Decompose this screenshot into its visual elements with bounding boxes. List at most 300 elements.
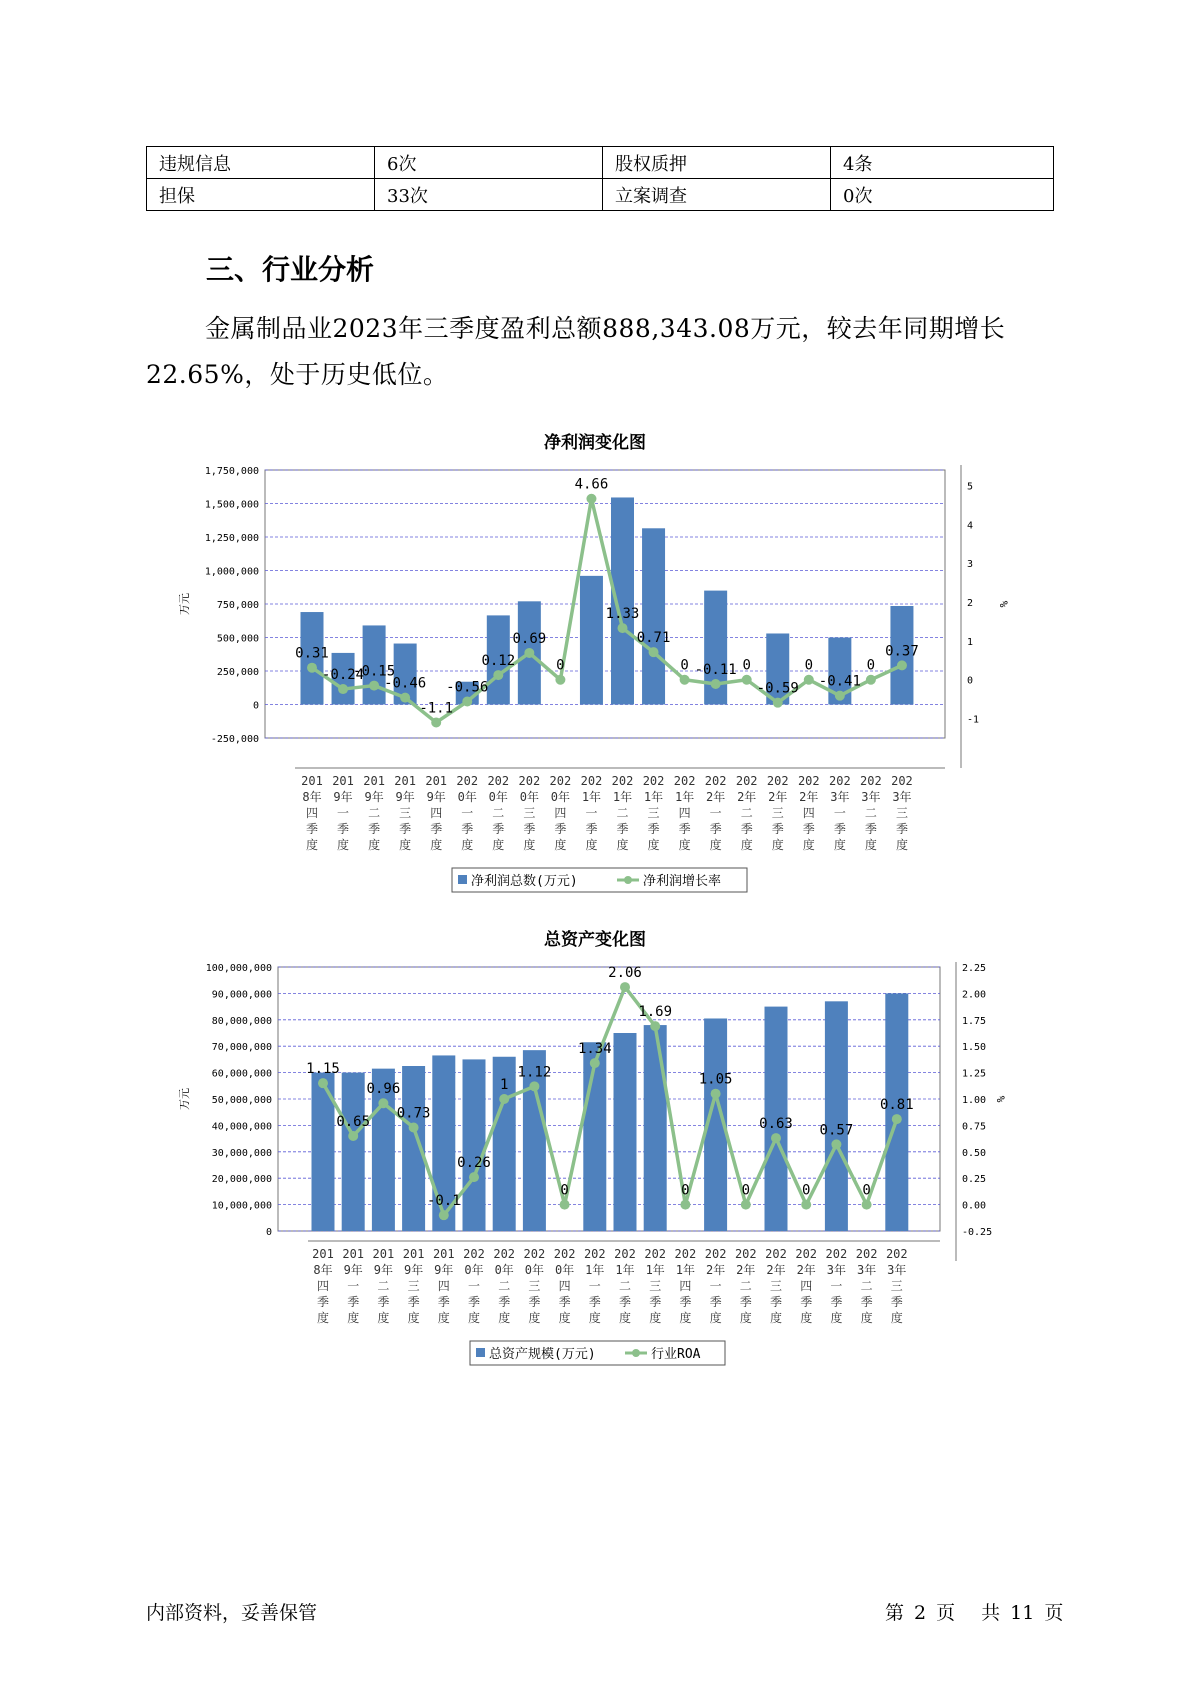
data-label: 0 bbox=[742, 657, 751, 674]
legend-label-line: 行业ROA bbox=[651, 1347, 701, 1362]
x-tick-label: 季 bbox=[347, 1295, 360, 1309]
x-tick-label: 四 bbox=[802, 806, 815, 820]
page-unit: 页 bbox=[936, 1602, 956, 1624]
x-tick-label: 四 bbox=[679, 1279, 692, 1293]
data-label: 0 bbox=[681, 1182, 690, 1199]
x-tick-label: 一 bbox=[709, 1279, 722, 1293]
y-tick-label: 750,000 bbox=[216, 600, 259, 611]
x-tick-label: 0年 bbox=[494, 1263, 514, 1277]
x-tick-label: 季 bbox=[830, 1295, 843, 1309]
x-tick-label: 201 bbox=[432, 1247, 455, 1261]
x-tick-label: 四 bbox=[800, 1279, 813, 1293]
x-tick-label: 202 bbox=[766, 774, 789, 788]
x-tick-label: 202 bbox=[795, 1247, 818, 1261]
x-tick-label: 202 bbox=[673, 774, 696, 788]
line-point bbox=[711, 1089, 721, 1099]
x-tick-label: 三 bbox=[771, 806, 784, 820]
line-point bbox=[650, 1021, 660, 1031]
x-tick-label: 季 bbox=[399, 822, 412, 836]
x-tick-label: 202 bbox=[518, 774, 541, 788]
x-tick-label: 三 bbox=[647, 806, 660, 820]
x-tick-label: 2年 bbox=[799, 790, 819, 804]
x-tick-label: 度 bbox=[430, 838, 443, 852]
table-row bbox=[147, 179, 1054, 211]
x-tick-label: 二 bbox=[860, 1279, 873, 1293]
x-tick-label: 9年 bbox=[434, 1263, 454, 1277]
data-label: 0.31 bbox=[295, 645, 329, 662]
line-point bbox=[338, 684, 348, 694]
table-cell: 33次 bbox=[375, 179, 603, 211]
line-point bbox=[771, 1133, 781, 1143]
x-tick-label: 度 bbox=[771, 838, 784, 852]
x-tick-label: 三 bbox=[895, 806, 908, 820]
x-tick-label: 度 bbox=[769, 1311, 783, 1325]
x-tick-label: 季 bbox=[305, 822, 319, 836]
data-label: 1.34 bbox=[577, 1041, 612, 1058]
table-cell: 担保 bbox=[147, 179, 375, 211]
x-tick-label: 季 bbox=[558, 1295, 571, 1309]
line-point bbox=[649, 647, 659, 657]
x-tick-label: 202 bbox=[704, 1247, 727, 1261]
x-tick-label: 202 bbox=[549, 774, 572, 788]
x-tick-label: 度 bbox=[649, 1311, 662, 1325]
line-point bbox=[524, 648, 534, 658]
line-point bbox=[590, 1058, 600, 1068]
x-tick-label: 1年 bbox=[612, 790, 633, 804]
y2-tick-label: 3 bbox=[967, 559, 974, 571]
y2-tick-label: 5 bbox=[967, 481, 974, 493]
bar bbox=[580, 576, 603, 705]
x-tick-label: 四 bbox=[437, 1279, 450, 1293]
y-tick-label: 30,000,000 bbox=[211, 1147, 272, 1159]
y-tick-label: 60,000,000 bbox=[211, 1068, 272, 1080]
y-tick-label: 100,000,000 bbox=[205, 963, 272, 974]
x-tick-label: 201 bbox=[372, 1247, 395, 1261]
x-tick-label: 202 bbox=[891, 774, 913, 788]
x-tick-label: 一 bbox=[461, 806, 474, 820]
x-tick-label: 度 bbox=[377, 1311, 390, 1325]
x-tick-label: 202 bbox=[487, 774, 510, 788]
x-tick-label: 四 bbox=[554, 806, 567, 820]
bar bbox=[342, 1073, 365, 1231]
y2-tick-label: 1 bbox=[967, 636, 974, 648]
x-tick-label: 9年 bbox=[426, 790, 446, 804]
y-tick-label: 1,500,000 bbox=[204, 499, 259, 511]
legend-label-line: 净利润增长率 bbox=[643, 874, 722, 889]
x-tick-label: 201 bbox=[301, 774, 323, 788]
x-tick-label: 9年 bbox=[373, 1263, 394, 1277]
line-point bbox=[618, 623, 628, 633]
legend-swatch-point bbox=[624, 876, 632, 884]
y-tick-label: 1,250,000 bbox=[204, 533, 259, 544]
x-tick-label: 三 bbox=[407, 1279, 420, 1293]
x-tick-label: 0年 bbox=[519, 790, 539, 804]
x-tick-label: 季 bbox=[890, 1295, 903, 1309]
x-tick-label: 一 bbox=[337, 806, 350, 820]
x-tick-label: 1年 bbox=[615, 1263, 635, 1277]
x-tick-label: 一 bbox=[467, 1279, 481, 1293]
x-tick-label: 二 bbox=[740, 806, 753, 820]
data-label: 0 bbox=[862, 1182, 871, 1199]
x-tick-label: 8年 bbox=[313, 1263, 333, 1277]
data-label: 0.96 bbox=[366, 1081, 401, 1098]
x-tick-label: 度 bbox=[830, 1311, 843, 1325]
y2-tick-label: 0.25 bbox=[962, 1174, 987, 1186]
x-tick-label: 0年 bbox=[550, 790, 571, 804]
y2-tick-label: 2.25 bbox=[962, 963, 987, 974]
x-tick-label: 度 bbox=[739, 1311, 752, 1325]
y-tick-label: 1,000,000 bbox=[204, 566, 259, 578]
data-label: 0.65 bbox=[336, 1113, 371, 1130]
x-tick-label: 二 bbox=[368, 806, 381, 820]
y2-tick-label: 1.75 bbox=[962, 1015, 987, 1027]
legend-label-bar: 总资产规模(万元) bbox=[489, 1347, 596, 1362]
table-cell: 6次 bbox=[375, 147, 603, 179]
x-tick-label: 1年 bbox=[585, 1263, 605, 1277]
x-tick-label: 201 bbox=[363, 774, 385, 788]
line-point bbox=[586, 494, 596, 504]
data-label: 0 bbox=[556, 657, 565, 674]
x-tick-label: 度 bbox=[860, 1311, 873, 1325]
line-point bbox=[897, 660, 907, 670]
data-label: -0.11 bbox=[694, 662, 737, 679]
x-tick-label: 202 bbox=[704, 774, 727, 788]
x-tick-label: 度 bbox=[618, 1311, 632, 1325]
table-cell: 违规信息 bbox=[147, 147, 375, 179]
x-tick-label: 度 bbox=[523, 838, 536, 852]
table-cell: 0次 bbox=[831, 179, 1054, 211]
table-cell: 4条 bbox=[831, 147, 1054, 179]
y-tick-label: 0 bbox=[265, 1227, 272, 1238]
x-tick-label: 1年 bbox=[675, 1263, 696, 1277]
x-tick-label: 季 bbox=[679, 1295, 692, 1309]
x-tick-label: 季 bbox=[588, 1295, 601, 1309]
x-tick-label: 度 bbox=[833, 838, 846, 852]
x-tick-label: 3年 bbox=[830, 790, 850, 804]
line-point bbox=[378, 1098, 388, 1108]
line-point bbox=[348, 1131, 358, 1141]
x-tick-label: 季 bbox=[461, 822, 474, 836]
y2-tick-label: 2.00 bbox=[962, 989, 987, 1001]
data-label: 0.26 bbox=[457, 1155, 491, 1172]
x-tick-label: 8年 bbox=[302, 790, 322, 804]
x-tick-label: 二 bbox=[377, 1279, 390, 1293]
x-tick-label: 202 bbox=[614, 1247, 636, 1261]
x-tick-label: 一 bbox=[347, 1279, 360, 1293]
line-point bbox=[555, 675, 565, 685]
x-tick-label: 9年 bbox=[364, 790, 384, 804]
x-tick-label: 二 bbox=[618, 1279, 632, 1293]
data-label: 1.69 bbox=[638, 1004, 673, 1021]
x-tick-label: 度 bbox=[647, 838, 660, 852]
x-tick-label: 201 bbox=[332, 774, 354, 788]
y-tick-label: 80,000,000 bbox=[211, 1015, 272, 1027]
page-num: 2 bbox=[914, 1602, 927, 1624]
x-tick-label: 一 bbox=[585, 806, 598, 820]
x-tick-label: 一 bbox=[830, 1279, 843, 1293]
x-tick-label: 二 bbox=[616, 806, 629, 820]
x-tick-label: 202 bbox=[829, 774, 851, 788]
x-tick-label: 201 bbox=[342, 1247, 365, 1261]
x-tick-label: 季 bbox=[769, 1295, 783, 1309]
x-tick-label: 202 bbox=[765, 1247, 787, 1261]
data-label: 1.05 bbox=[698, 1071, 733, 1088]
x-tick-label: 2年 bbox=[705, 1263, 726, 1277]
x-tick-label: 1年 bbox=[645, 1263, 665, 1277]
line-point bbox=[804, 675, 814, 685]
chart-title-net-profit: 净利润变化图 bbox=[544, 433, 646, 453]
x-tick-label: 季 bbox=[739, 1295, 752, 1309]
x-tick-label: 季 bbox=[377, 1295, 390, 1309]
x-tick-label: 季 bbox=[430, 822, 443, 836]
data-label: 1.12 bbox=[517, 1064, 552, 1081]
x-tick-label: 3年 bbox=[856, 1263, 877, 1277]
x-tick-label: 季 bbox=[895, 822, 908, 836]
x-tick-label: 2年 bbox=[706, 790, 726, 804]
x-tick-label: 二 bbox=[492, 806, 505, 820]
x-tick-label: 度 bbox=[316, 1311, 330, 1325]
x-tick-label: 季 bbox=[771, 822, 784, 836]
x-tick-label: 202 bbox=[735, 774, 758, 788]
total-prefix: 共 bbox=[981, 1602, 1001, 1624]
x-tick-label: 2年 bbox=[736, 1263, 756, 1277]
line-point bbox=[529, 1081, 539, 1091]
info-table bbox=[146, 146, 1054, 211]
x-tick-label: 9年 bbox=[395, 790, 415, 804]
line-point bbox=[499, 1094, 509, 1104]
x-tick-label: 季 bbox=[618, 1295, 632, 1309]
y-axis-title: 万元 bbox=[178, 593, 191, 615]
x-tick-label: 三 bbox=[649, 1279, 662, 1293]
x-tick-label: 三 bbox=[528, 1279, 541, 1293]
data-label: 4.66 bbox=[574, 476, 609, 493]
x-tick-label: 202 bbox=[493, 1247, 516, 1261]
data-label: 0.63 bbox=[759, 1116, 793, 1133]
line-point bbox=[431, 717, 441, 727]
line-point bbox=[469, 1172, 479, 1182]
data-label: 0.37 bbox=[885, 643, 919, 660]
table-row bbox=[147, 147, 1054, 179]
data-label: 1 bbox=[499, 1077, 509, 1093]
total-num: 11 bbox=[1010, 1602, 1035, 1624]
x-tick-label: 季 bbox=[709, 1295, 722, 1309]
legend-swatch-bar bbox=[476, 1348, 485, 1357]
x-tick-label: 四 bbox=[316, 1279, 330, 1293]
x-tick-label: 202 bbox=[463, 1247, 485, 1261]
y2-tick-label: -1 bbox=[967, 714, 980, 726]
line-point bbox=[369, 681, 379, 691]
line-point bbox=[680, 675, 690, 685]
x-tick-label: 季 bbox=[316, 1295, 330, 1309]
x-tick-label: 202 bbox=[580, 774, 603, 788]
data-label: -1.1 bbox=[419, 700, 454, 717]
x-tick-label: 201 bbox=[394, 774, 416, 788]
x-tick-label: 9年 bbox=[333, 790, 353, 804]
x-tick-label: 202 bbox=[885, 1247, 908, 1261]
x-tick-label: 1年 bbox=[643, 790, 664, 804]
x-tick-label: 三 bbox=[890, 1279, 903, 1293]
legend-swatch-bar bbox=[458, 875, 467, 884]
line-point bbox=[620, 982, 630, 992]
y2-tick-label: 1.00 bbox=[962, 1095, 987, 1106]
x-tick-label: 202 bbox=[523, 1247, 546, 1261]
y-axis-title: 万元 bbox=[178, 1088, 191, 1110]
x-tick-label: 3年 bbox=[887, 1263, 907, 1277]
x-tick-label: 季 bbox=[740, 822, 753, 836]
y2-axis-title: % bbox=[994, 1095, 1007, 1103]
footer-confidential: 内部资料，妥善保管 bbox=[146, 1602, 318, 1624]
x-tick-label: 度 bbox=[528, 1311, 541, 1325]
line-point bbox=[439, 1210, 449, 1220]
net-profit-chart bbox=[0, 455, 1191, 889]
x-tick-label: 季 bbox=[709, 822, 722, 836]
x-tick-label: 季 bbox=[647, 822, 660, 836]
data-label: 0 bbox=[801, 1182, 811, 1199]
x-tick-label: 三 bbox=[523, 806, 536, 820]
data-label: 1.15 bbox=[306, 1061, 340, 1078]
x-tick-label: 季 bbox=[616, 822, 629, 836]
data-label: 0.73 bbox=[396, 1105, 431, 1122]
x-tick-label: 度 bbox=[679, 1311, 692, 1325]
x-tick-label: 度 bbox=[347, 1311, 360, 1325]
legend-swatch-point bbox=[632, 1349, 640, 1357]
x-tick-label: 202 bbox=[642, 774, 665, 788]
x-tick-label: 3年 bbox=[861, 790, 881, 804]
total-unit: 页 bbox=[1044, 1602, 1064, 1624]
y2-tick-label: 0.75 bbox=[962, 1121, 987, 1133]
line-point bbox=[409, 1123, 419, 1133]
x-tick-label: 季 bbox=[649, 1295, 662, 1309]
x-tick-label: 度 bbox=[554, 838, 567, 852]
x-tick-label: 度 bbox=[461, 838, 474, 852]
section-title: 三、行业分析 bbox=[206, 253, 375, 286]
x-tick-label: 度 bbox=[467, 1311, 481, 1325]
x-tick-label: 度 bbox=[337, 838, 350, 852]
x-tick-label: 季 bbox=[554, 822, 567, 836]
x-tick-label: 202 bbox=[456, 774, 479, 788]
line-point bbox=[835, 691, 845, 701]
x-tick-label: 202 bbox=[674, 1247, 697, 1261]
x-tick-label: 2年 bbox=[737, 790, 757, 804]
x-tick-label: 201 bbox=[425, 774, 448, 788]
x-tick-label: 202 bbox=[611, 774, 634, 788]
x-tick-label: 1年 bbox=[581, 790, 602, 804]
x-tick-label: 度 bbox=[709, 838, 722, 852]
x-tick-label: 一 bbox=[709, 806, 722, 820]
data-label: -0.1 bbox=[426, 1193, 461, 1210]
x-tick-label: 度 bbox=[678, 838, 691, 852]
x-tick-label: 度 bbox=[890, 1311, 903, 1325]
x-tick-label: 201 bbox=[312, 1247, 334, 1261]
data-label: 0.12 bbox=[481, 653, 516, 670]
x-tick-label: 季 bbox=[802, 822, 815, 836]
x-tick-label: 季 bbox=[800, 1295, 813, 1309]
x-tick-label: 3年 bbox=[826, 1263, 847, 1277]
y-tick-label: 1,750,000 bbox=[204, 466, 259, 477]
line-point bbox=[307, 663, 317, 673]
x-tick-label: 2年 bbox=[796, 1263, 816, 1277]
x-tick-label: 度 bbox=[616, 838, 629, 852]
x-tick-label: 二 bbox=[498, 1279, 511, 1293]
y2-tick-label: -0.25 bbox=[962, 1227, 993, 1238]
x-tick-label: 202 bbox=[644, 1247, 667, 1261]
bar bbox=[463, 1059, 486, 1231]
y-tick-label: 90,000,000 bbox=[211, 989, 272, 1001]
x-tick-label: 季 bbox=[678, 822, 691, 836]
x-tick-label: 一 bbox=[833, 806, 846, 820]
x-tick-label: 202 bbox=[825, 1247, 848, 1261]
data-label: -0.24 bbox=[321, 667, 365, 684]
x-tick-label: 度 bbox=[368, 838, 381, 852]
table-cell: 股权质押 bbox=[603, 147, 831, 179]
footer-page-number bbox=[885, 1598, 1073, 1625]
data-label: -0.41 bbox=[818, 673, 861, 690]
x-tick-label: 四 bbox=[430, 806, 443, 820]
section-paragraph: 金属制品业2023年三季度盈利总额888,343.08万元，较去年同期增长22.65%，处于历史低位。 bbox=[146, 314, 1006, 389]
line-point bbox=[801, 1200, 811, 1210]
y-tick-label: -250,000 bbox=[210, 734, 259, 745]
x-tick-label: 四 bbox=[558, 1279, 571, 1293]
bar bbox=[825, 1001, 848, 1231]
y2-tick-label: 0.50 bbox=[962, 1147, 987, 1159]
y2-tick-label: 0 bbox=[967, 675, 974, 687]
y2-tick-label: 0.00 bbox=[962, 1200, 987, 1212]
total-assets-chart bbox=[0, 955, 1191, 1375]
x-tick-label: 度 bbox=[864, 838, 877, 852]
data-label: 0 bbox=[866, 657, 876, 674]
line-point bbox=[773, 698, 783, 708]
x-tick-label: 度 bbox=[740, 838, 753, 852]
x-tick-label: 0年 bbox=[524, 1263, 545, 1277]
line-point bbox=[892, 1114, 902, 1124]
x-tick-label: 1年 bbox=[674, 790, 695, 804]
x-tick-label: 度 bbox=[437, 1311, 450, 1325]
x-tick-label: 2年 bbox=[766, 1263, 786, 1277]
x-tick-label: 季 bbox=[523, 822, 536, 836]
data-label: -0.15 bbox=[353, 663, 396, 680]
x-tick-label: 202 bbox=[797, 774, 820, 788]
data-label: 0 bbox=[680, 657, 689, 674]
x-tick-label: 度 bbox=[709, 1311, 722, 1325]
line-point bbox=[400, 693, 410, 703]
data-label: 1.33 bbox=[605, 606, 640, 623]
x-tick-label: 四 bbox=[678, 806, 691, 820]
x-tick-label: 3年 bbox=[892, 790, 912, 804]
x-tick-label: 度 bbox=[588, 1311, 601, 1325]
x-tick-label: 度 bbox=[407, 1311, 420, 1325]
x-tick-label: 度 bbox=[492, 838, 505, 852]
x-tick-label: 201 bbox=[402, 1247, 425, 1261]
table-cell: 立案调查 bbox=[603, 179, 831, 211]
y-tick-label: 50,000,000 bbox=[211, 1095, 272, 1106]
y-tick-label: 40,000,000 bbox=[211, 1121, 272, 1133]
x-tick-label: 季 bbox=[492, 822, 505, 836]
data-label: -0.59 bbox=[756, 680, 799, 697]
y-tick-label: 250,000 bbox=[216, 667, 259, 678]
y-tick-label: 500,000 bbox=[216, 633, 259, 645]
bar bbox=[644, 1025, 667, 1231]
x-tick-label: 季 bbox=[860, 1295, 873, 1309]
line-point bbox=[866, 675, 876, 685]
data-label: -0.46 bbox=[384, 675, 427, 692]
x-tick-label: 度 bbox=[585, 838, 598, 852]
y-tick-label: 10,000,000 bbox=[211, 1200, 272, 1212]
y-tick-label: 0 bbox=[252, 700, 259, 712]
x-tick-label: 季 bbox=[864, 822, 877, 836]
bar bbox=[642, 528, 665, 704]
x-tick-label: 202 bbox=[855, 1247, 878, 1261]
x-tick-label: 季 bbox=[407, 1295, 420, 1309]
